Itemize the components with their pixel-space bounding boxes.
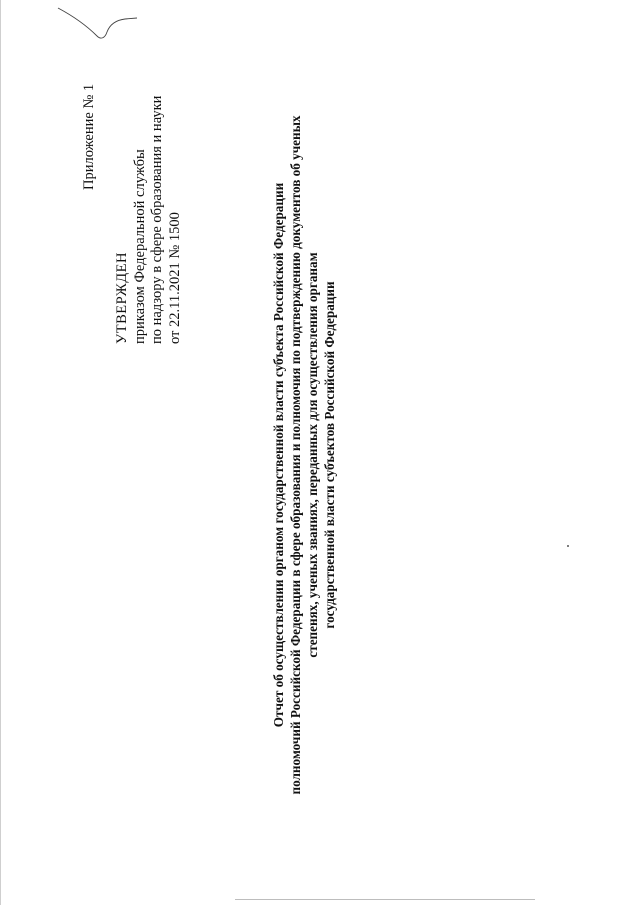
approval-order-line: приказом Федеральной службы xyxy=(131,149,148,344)
report-title xyxy=(270,115,338,795)
scan-left-edge xyxy=(0,0,1,905)
approval-agency-line: по надзору в сфере образования и науки xyxy=(149,95,165,344)
approval-date-line: от 22.11.2021 № 1500 xyxy=(166,212,183,344)
scan-speck xyxy=(567,545,569,547)
annex-number: Приложение № 1 xyxy=(81,83,97,190)
approved-heading: УТВЕРЖДЕН xyxy=(114,252,130,344)
report-title-line-3: степенях, ученых званиях, переданных для осуществления органам xyxy=(305,252,320,658)
report-title-line-1: Отчет об осуществлении органом государственной власти субъекта Российской Федерации xyxy=(271,182,286,728)
report-title-line-4: государственной власти субъектов Российской Федерации xyxy=(322,281,337,629)
approval-block xyxy=(114,96,184,344)
report-title-line-2: полномочий Российской Федерации в сфере образования и полномочия по подтверждению документов об ученых xyxy=(288,115,303,795)
annex-label xyxy=(80,84,98,190)
pen-mark xyxy=(55,2,140,44)
scan-bottom-edge xyxy=(235,899,535,900)
